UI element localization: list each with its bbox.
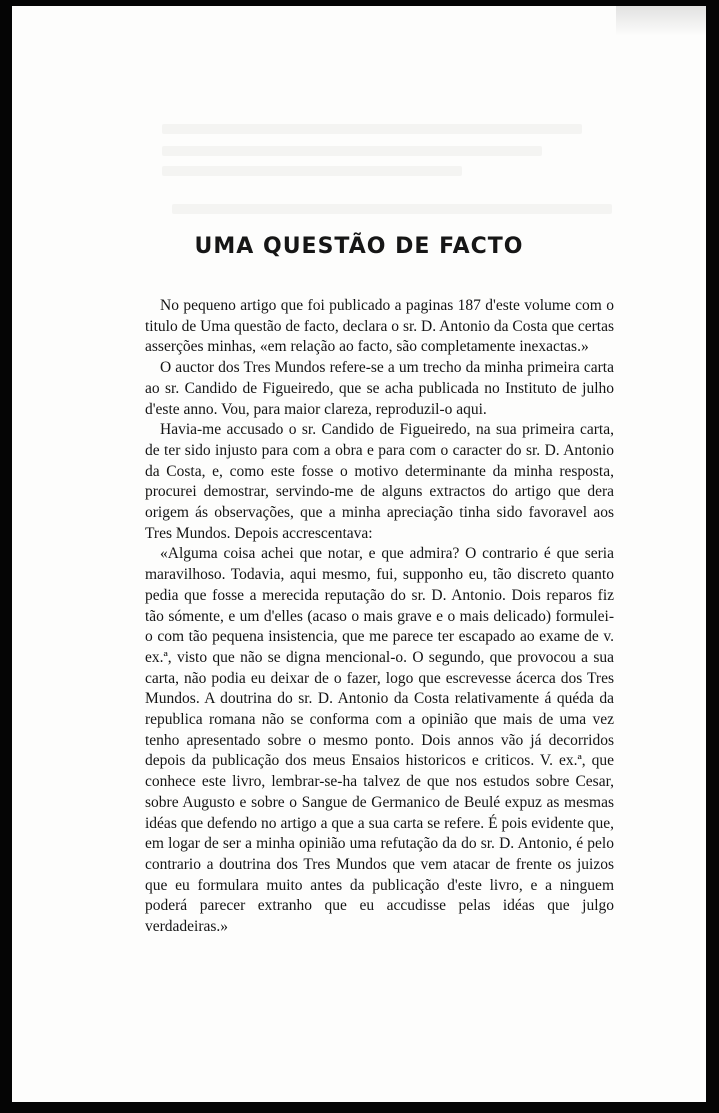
bleed-through-line	[162, 146, 542, 156]
paragraph: «Alguma coisa achei que notar, e que admira? O contrario é que seria maravilhoso. Todavia, aqui mesmo, fui, supponho eu, tão discreto quanto pedia que fosse a merecida reputação do sr. D. Antonio. Dois reparos fiz tão sómente, e um d'elles (acaso o mais grave e o mais delicado) formulei-o com tão pequena insistencia, que me parece ter escapado ao exame de v. ex.ª, visto que não se digna mencional-o. O segundo, que provocou a sua carta, não podia eu deixar de o fazer, logo que escrevesse ácerca dos Tres Mundos. A doutrina do sr. D. Antonio da Costa relativamente á quéda da republica romana não se conforma com a opinião que mais de uma vez tenho apresentado sobre o mesmo ponto. Dois annos vão já decorridos depois da publicação dos meus Ensaios historicos e criticos. V. ex.ª, que conhece este livro, lembrar-se-ha talvez de que nos estudos sobre Cesar, sobre Augusto e sobre o Sangue de Germanico de Beulé expuz as mesmas idéas que defendo no artigo a que a sua carta se refere. É pois evidente que, em logar de ser a minha opinião uma refutação da do sr. D. Antonio, é pelo contrario a doutrina dos Tres Mundos que vem atacar de frente os juizos que eu formulara muito antes da publicação d'este livro, e a ninguem poderá parecer extranho que eu accudisse pelas idéas que julgo verdadeiras.»	[145, 545, 614, 936]
bleed-through-line	[162, 166, 462, 176]
article-body	[145, 296, 614, 938]
scanned-page	[12, 6, 706, 1102]
bleed-through-line	[172, 204, 612, 214]
page-edge-shadow	[616, 6, 706, 36]
paragraph: No pequeno artigo que foi publicado a paginas 187 d'este volume com o titulo de Uma questão de facto, declara o sr. D. Antonio da Costa que certas asserções minhas, «em relação ao facto, são completamente inexactas.»	[145, 297, 614, 356]
paragraph: O auctor dos Tres Mundos refere-se a um trecho da minha primeira carta ao sr. Candido de Figueiredo, que se acha publicada no Instituto de julho d'este anno. Vou, para maior clareza, reproduzil-o aqui.	[145, 359, 614, 418]
page-title: UMA QUESTÃO DE FACTO	[194, 234, 524, 259]
bleed-through-line	[162, 124, 582, 134]
paragraph: Havia-me accusado o sr. Candido de Figueiredo, na sua primeira carta, de ter sido injusto para com a obra e para com o caracter do sr. D. Antonio da Costa, e, como este fosse o motivo determinante da minha resposta, procurei demostrar, servindo-me de alguns extractos do artigo que dera origem ás observações, que a minha apreciação tinha sido favoravel aos Tres Mundos. Depois accrescentava:	[145, 421, 614, 542]
